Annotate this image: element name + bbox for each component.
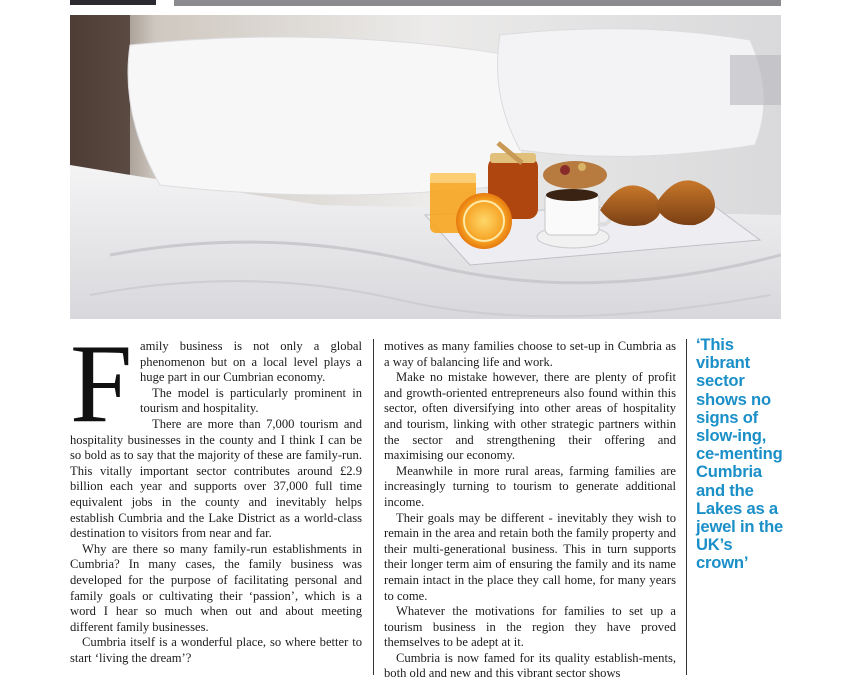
paragraph: amily business is not only a global phenomenon but on a local level plays a huge part in our Cumbrian economy.	[140, 339, 362, 385]
paragraph: motives as many families choose to set-up in Cumbria as a way of balancing life and work.	[384, 339, 676, 369]
paragraph: There are more than 7,000 tourism and hospitality businesses in the county and I think I can be so bold as to say that the majority of these are family-run. This vitally important sector contributes around £2.9 billion each year and supports over 37,000 full time equivalent jobs in the county and inevitably helps establish Cumbria and the Lake District as a world-class destination to visitors from near and far.	[70, 416, 362, 541]
paragraph: Cumbria is now famed for its quality establish-ments, both old and new and this vibrant sector shows	[384, 650, 676, 681]
paragraph: Why are there so many family-run establishments in Cumbria? In many cases, the family business was developed for the purpose of facilitating personal and family goals or cultivating their ‘passion’, which is a word I hear so much when out and about meeting different family businesses.	[70, 541, 362, 634]
drop-cap: F	[70, 322, 133, 446]
article-column-2	[384, 339, 676, 682]
hero-photo-breakfast-in-bed	[70, 15, 781, 319]
paragraph: Meanwhile in more rural areas, farming families are increasingly turning to tourism to generate additional income.	[384, 463, 676, 509]
paragraph: Whatever the motivations for families to set up a tourism business in the region they have proved themselves to be adept at it.	[384, 604, 676, 650]
column-divider	[373, 339, 374, 675]
pull-quote: ‘This vibrant sector shows no signs of slow-ing, ce-menting Cumbria and the Lakes as a jewel in the UK’s crown’	[696, 335, 784, 573]
paragraph: Their goals may be different - inevitably they wish to remain in the area and retain both the family property and their multi-generational business. This in turn supports their longer term aim of ensuring the family and its name remain intact in the place they call home, for many years to come.	[384, 510, 676, 603]
top-strip-grey	[174, 0, 781, 6]
column-divider	[686, 339, 687, 675]
article-column-1	[70, 322, 362, 666]
paragraph: Make no mistake however, there are plenty of profit and growth-oriented entrepreneurs also found within this sector, often diversifying into other areas of hospitality and tourism, linking with other strategic partners within the sector and strengthening their offering and maximising our economy.	[384, 370, 676, 463]
paragraph: Cumbria itself is a wonderful place, so where better to start ‘living the dream’?	[70, 635, 362, 665]
top-strip-dark	[70, 0, 156, 5]
paragraph: The model is particularly prominent in tourism and hospitality.	[140, 385, 362, 416]
